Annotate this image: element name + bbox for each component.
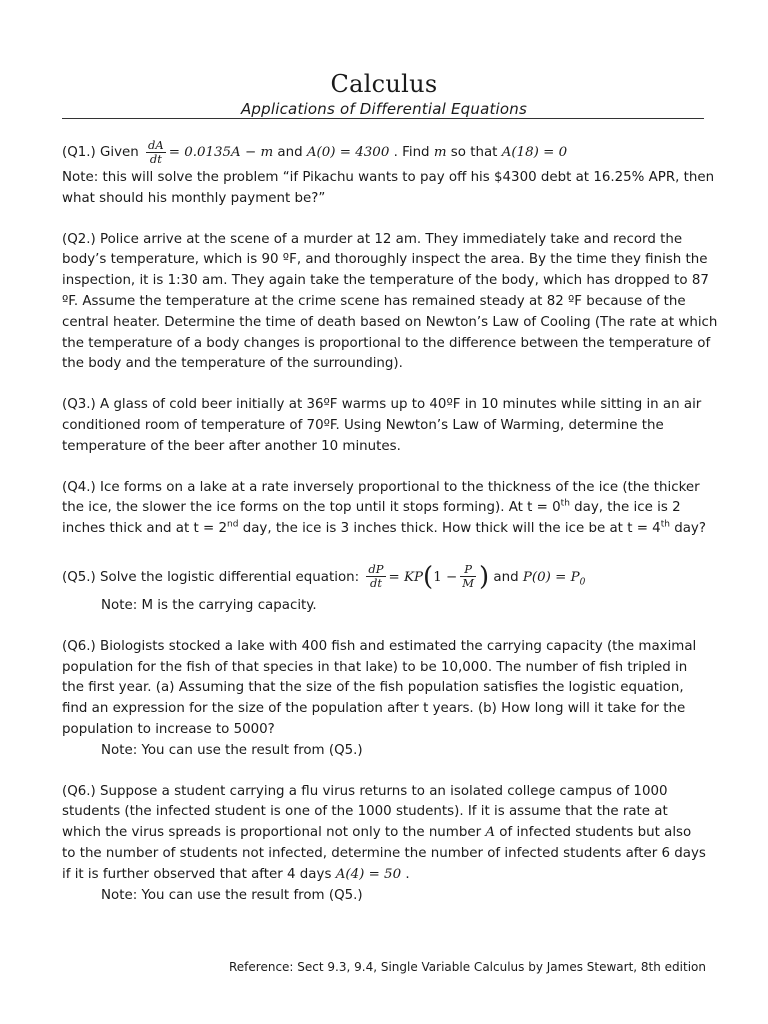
problem-q6-fish — [62, 637, 710, 762]
q2-line: (Q2.) Police arrive at the scene of a murder at 12 am. They immediately take and record the — [62, 231, 683, 247]
q3-line: conditioned room of temperature of 70ºF. Using Newton’s Law of Warming, determine the — [62, 417, 664, 433]
q6a-line: the first year. (a) Assuming that the size of the fish population satisfies the logistic equation, — [62, 680, 684, 696]
problem-q6-flu — [62, 782, 710, 907]
problem-q4 — [62, 478, 710, 540]
q2-line: ºF. Assume the temperature at the crime scene has remained steady at 82 ºF because of the — [62, 293, 686, 309]
page-subtitle: Applications of Differential Equations — [240, 100, 528, 118]
q6a-line: population for the fish of that species in that lake) to be 10,000. The number of fish tripled in — [62, 659, 688, 675]
problem-q3 — [62, 395, 710, 457]
q4-line: (Q4.) Ice forms on a lake at a rate inversely proportional to the thickness of the ice (the thicker — [62, 479, 700, 495]
q3-line: temperature of the beer after another 10 minutes. — [62, 438, 401, 454]
right-paren: ) — [478, 561, 490, 592]
reference-footer: Reference: Sect 9.3, 9.4, Single Variable Calculus by James Stewart, 8th edition — [229, 960, 706, 974]
q1-note-line-1: Note: this will solve the problem “if Pikachu wants to pay off his $4300 debt at 16.25% APR, then — [62, 170, 715, 185]
q6b-line: students (the infected student is one of the 1000 students). If it is assume that the rate at — [62, 804, 668, 820]
problem-list — [62, 137, 718, 926]
q2-line: body’s temperature, which is 90 ºF, and thoroughly inspect the area. By the time they finish the — [62, 252, 708, 268]
problem-q2 — [62, 230, 718, 376]
q6a-line: population to increase to 5000? — [62, 721, 275, 737]
left-paren: ( — [423, 561, 434, 592]
q2-line: central heater. Determine the time of death based on Newton’s Law of Cooling (The rate at which — [62, 314, 718, 330]
q6a-note: Note: You can use the result from (Q5.) — [101, 742, 363, 758]
q2-line: inspection, it is 1:30 am. They again take the temperature of the body, which has dropped to 87 — [62, 273, 709, 289]
q1-statement: (Q1.) Given $\frac{dA}{dt}$ = 0.0135A − m and A(0) = 4300 . Find m so that A(18) = 0 — [62, 137, 568, 166]
q5-derivative-fraction: $\frac{dP}{dt}$ — [368, 562, 384, 591]
q2-line: the body and the temperature of the surrounding). — [62, 356, 403, 372]
q6b-line: to the number of students not infected, determine the number of infected students after 6 days — [62, 845, 706, 861]
q5-statement: (Q5.) Solve the logistic differential equation: $\frac{dP}{dt}$ = KP(1 − $\frac{P}{M}$ ) and $P(0) = P_0$ — [62, 561, 586, 592]
q6b-line: (Q6.) Suppose a student carrying a flu virus returns to an isolated college campus of 1000 — [62, 783, 668, 799]
q6a-line: (Q6.) Biologists stocked a lake with 400 fish and estimated the carrying capacity (the maximal — [62, 638, 697, 654]
q6b-line: if it is further observed that after 4 days A(4) = 50 . — [62, 866, 410, 882]
q6b-line: which the virus spreads is proportional not only to the number A of infected students but also — [62, 825, 692, 841]
header-divider — [62, 118, 704, 119]
q2-line: the temperature of a body changes is proportional to the difference between the temperature of — [62, 335, 711, 351]
q5-ratio-fraction: $\frac{P}{M}$ — [462, 562, 474, 591]
q1-derivative-fraction: $\frac{dA}{dt}$ — [148, 137, 164, 166]
q6b-note: Note: You can use the result from (Q5.) — [101, 887, 363, 903]
q3-line: (Q3.) A glass of cold beer initially at 36ºF warms up to 40ºF in 10 minutes while sitting in an air — [62, 397, 702, 413]
page-title: Calculus — [330, 70, 438, 98]
q5-note: Note: M is the carrying capacity. — [101, 597, 317, 613]
q1-note-line-2: what should his monthly payment be?” — [62, 190, 326, 206]
q6a-line: find an expression for the size of the population after t years. (b) How long will it take for the — [62, 701, 686, 717]
problem-q5 — [62, 560, 710, 617]
problem-q1 — [62, 137, 715, 210]
q4-line: inches thick and at t = 2nd day, the ice is 3 inches thick. How thick will the ice be at t = 4th day? — [62, 519, 706, 537]
q4-line: the ice, the slower the ice forms on the top until it stops forming). At t = 0th day, the ice is 2 — [62, 498, 681, 516]
